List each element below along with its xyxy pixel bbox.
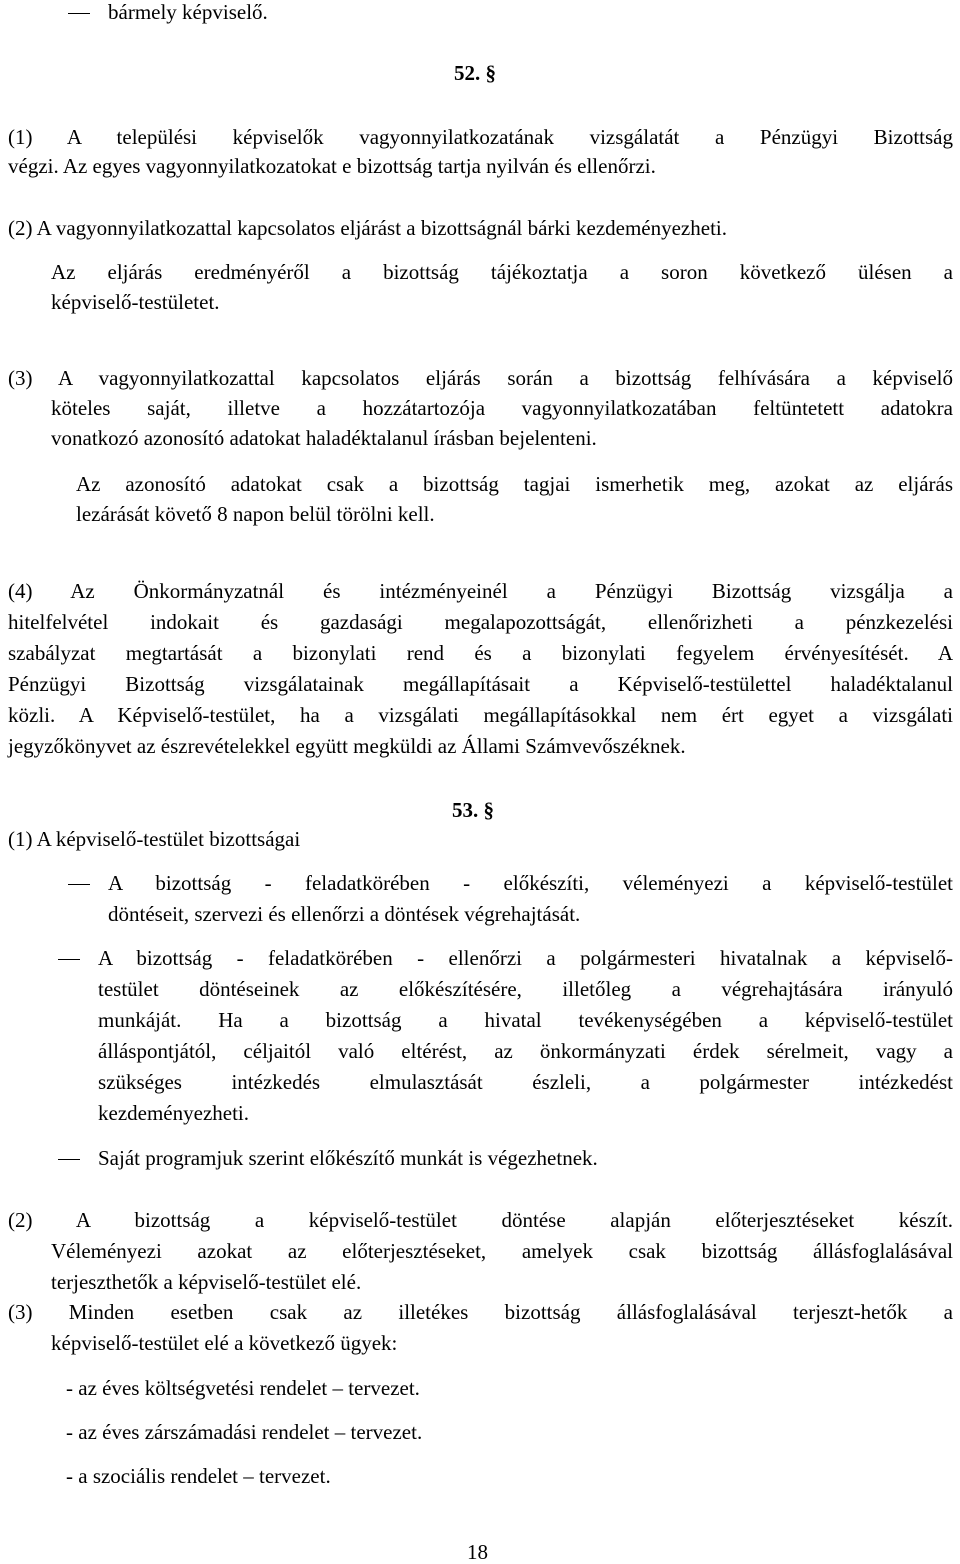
sec52-p2-line2: Az eljárás eredményéről a bizottság tájékoztatja a soron következő ülésen a [51,260,953,284]
bullet2-dash [58,959,80,960]
bullet3-dash [58,1159,80,1160]
sec52-p1-line2: végzi. Az egyes vagyonnyilatkozatokat e bizottság tartja nyilván és ellenőrzi. [8,154,656,178]
sec53-bullet1-line1: A bizottság - feladatkörében - előkészíti, véleményezi a képviselő-testület [108,871,953,895]
sec52-p4-line5: közli. A Képviselő-testület, ha a vizsgálati megállapításokkal nem ért egyet a vizsgálati [8,703,953,727]
sec52-p4-line6: jegyzőkönyvet az észrevételekkel együtt megküldi az Állami Számvevőszéknek. [8,734,686,758]
sec53-bullet2-line1: A bizottság - feladatkörében - ellenőrzi a polgármesteri hivatalnak a képviselő- [98,946,953,970]
sec53-bullet2-line5: szükséges intézkedés elmulasztását észleli, a polgármester intézkedést [98,1070,953,1094]
sec53-list-item-3: - a szociális rendelet – tervezet. [66,1464,331,1488]
sec53-p2-line1: (2) A bizottság a képviselő-testület döntése alapján előterjesztéseket készít. [8,1208,953,1232]
sec52-p1-line1: (1) A települési képviselők vagyonnyilatkozatának vizsgálatát a Pénzügyi Bizottság [8,125,953,149]
top-item-text: bármely képviselő. [108,0,268,24]
sec53-list-item-2: - az éves zárszámadási rendelet – tervezet. [66,1420,423,1444]
sec53-p2-line2: Véleményezi azokat az előterjesztéseket, amelyek csak bizottság állásfoglalásával [51,1239,953,1263]
sec53-p2-line3: terjeszthetők a képviselő-testület elé. [51,1270,362,1294]
sec52-p3-line2: köteles saját, illetve a hozzátartozója vagyonnyilatkozatában feltüntetett adatokra [51,396,953,420]
sec52-p4-line2: hitelfelvétel indokait és gazdasági megalapozottságát, ellenőrizheti a pénzkezelési [8,610,953,634]
sec52-p4-line3: szabályzat megtartását a bizonylati rend és a bizonylati fegyelem érvényesítését. A [8,641,953,665]
sec52-p3-line1: (3) A vagyonnyilatkozattal kapcsolatos eljárás során a bizottság felhívására a képviselő [8,366,953,390]
sec53-p3-line1: (3) Minden esetben csak az illetékes bizottság állásfoglalásával terjeszt-hetők a [8,1300,953,1324]
sec53-list-item-1: - az éves költségvetési rendelet – tervezet. [66,1376,420,1400]
sec53-bullet2-line6: kezdeményezheti. [98,1101,249,1125]
sec52-p4-line1: (4) Az Önkormányzatnál és intézményeinél a Pénzügyi Bizottság vizsgálja a [8,579,953,603]
top-item-dash [68,13,90,14]
sec52-p3-line4: Az azonosító adatokat csak a bizottság tagjai ismerhetik meg, azokat az eljárás [76,472,953,496]
sec52-p2-line1: (2) A vagyonnyilatkozattal kapcsolatos eljárást a bizottságnál bárki kezdeményezheti. [8,216,727,240]
sec53-bullet3-line1: Saját programjuk szerint előkészítő munkát is végezhetnek. [98,1146,598,1170]
sec52-p2-line3: képviselő-testületet. [51,290,220,314]
section-52-heading: 52. § [454,61,496,85]
sec52-p4-line4: Pénzügyi Bizottság vizsgálatainak megállapításait a Képviselő-testülettel haladéktalanul [8,672,953,696]
sec53-p1-intro: (1) A képviselő-testület bizottságai [8,827,301,851]
sec52-p3-line5: lezárását követő 8 napon belül törölni kell. [76,502,435,526]
section-53-heading: 53. § [452,798,494,822]
sec53-bullet2-line4: álláspontjától, céljaitól való eltérést, az önkormányzati érdek sérelmeit, vagy a [98,1039,953,1063]
sec53-bullet2-line2: testület döntéseinek az előkészítésére, illetőleg a végrehajtására irányuló [98,977,953,1001]
page-number: 18 [467,1540,488,1564]
sec53-bullet1-line2: döntéseit, szervezi és ellenőrzi a döntések végrehajtását. [108,902,581,926]
sec53-bullet2-line3: munkáját. Ha a bizottság a hivatal tevékenységében a képviselő-testület [98,1008,953,1032]
sec53-p3-line2: képviselő-testület elé a következő ügyek: [51,1331,398,1355]
sec52-p3-line3: vonatkozó azonosító adatokat haladéktalanul írásban bejelenteni. [51,426,597,450]
bullet1-dash [68,884,90,885]
